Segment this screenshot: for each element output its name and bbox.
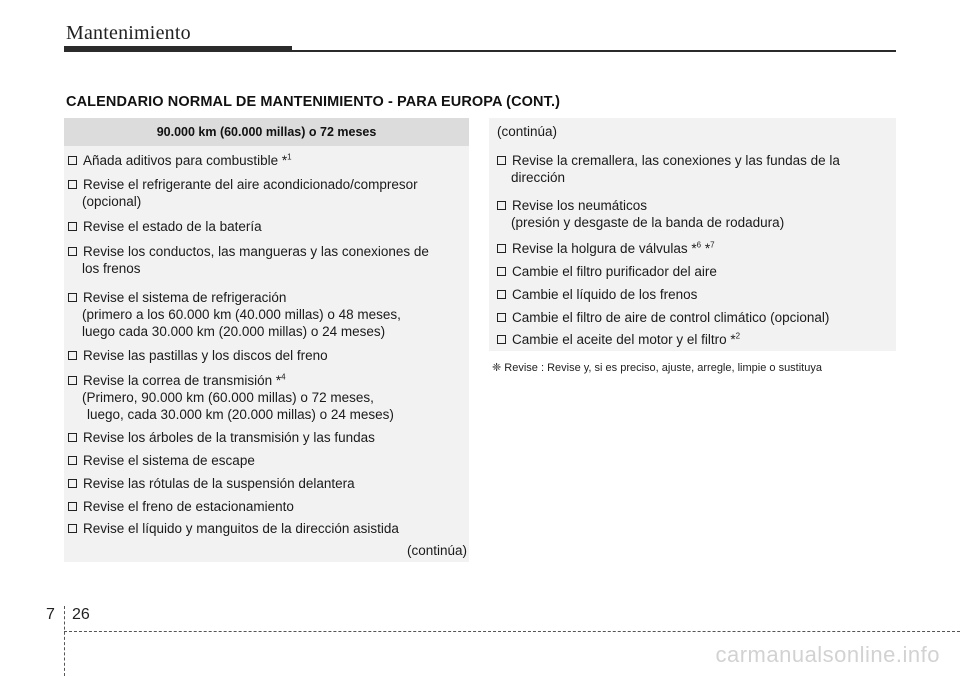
item-text: Revise los conductos, las mangueras y las conexiones de (83, 244, 429, 259)
checklist-item (68, 520, 468, 537)
item-text: Cambie el líquido de los frenos (512, 287, 698, 302)
checkbox-icon (497, 156, 506, 165)
checkbox-icon (497, 244, 506, 253)
checklist-item (68, 218, 468, 235)
item-text: Revise el estado de la batería (83, 219, 262, 234)
footnote: ❈ Revise : Revise y, si es preciso, ajuste, arregle, limpie o sustituya (492, 362, 822, 374)
item-text-cont: (opcional) (82, 194, 142, 209)
checkbox-icon (68, 376, 77, 385)
interval-heading: 90.000 km (60.000 millas) o 72 meses (64, 118, 469, 146)
checkbox-icon (68, 456, 77, 465)
checkbox-icon (497, 201, 506, 210)
chapter-number: 7 (46, 606, 55, 623)
item-text: Revise los neumáticos (512, 198, 648, 213)
item-text: Revise el sistema de refrigeración (83, 290, 287, 305)
checkbox-icon (68, 479, 77, 488)
checklist-item (497, 286, 893, 303)
item-text: Cambie el aceite del motor y el filtro * (512, 332, 736, 347)
checkbox-icon (68, 293, 77, 302)
item-text-cont: (primero a los 60.000 km (40.000 millas) o 48 meses, (82, 307, 401, 322)
checklist-item (497, 197, 893, 231)
checkbox-icon (68, 247, 77, 256)
checkbox-icon (497, 290, 506, 299)
item-text: Revise el refrigerante del aire acondicionado/compresor (83, 177, 418, 192)
header-rule-thick (64, 46, 292, 52)
checklist-item (68, 452, 468, 469)
checkbox-icon (497, 313, 506, 322)
checkbox-icon (68, 502, 77, 511)
item-text: Revise las rótulas de la suspensión delantera (83, 476, 355, 491)
checkbox-icon (68, 351, 77, 360)
continued-label: (continúa) (406, 543, 467, 558)
header-rule-thin (292, 50, 896, 52)
checkbox-icon (497, 335, 506, 344)
footnote-ref: 6 (696, 240, 702, 250)
item-text: Revise el freno de estacionamiento (83, 499, 294, 514)
item-text-cont: dirección (511, 170, 566, 185)
item-text: Revise el líquido y manguitos de la dirección asistida (83, 521, 399, 536)
item-text: Revise la holgura de válvulas * (512, 241, 697, 256)
item-text: Cambie el filtro purificador del aire (512, 264, 717, 279)
item-text: Añada aditivos para combustible * (83, 153, 288, 168)
item-text: * (701, 241, 711, 256)
maintenance-table-left (64, 118, 469, 562)
checkbox-icon (497, 267, 506, 276)
chapter-title: Mantenimiento (66, 22, 191, 44)
checklist-item (68, 372, 468, 423)
checklist-item (68, 498, 468, 515)
checklist-item (68, 347, 468, 364)
checklist-item (497, 240, 893, 257)
checklist-item (68, 289, 468, 340)
maintenance-table-right (489, 118, 896, 351)
item-text-cont: luego cada 30.000 km (20.000 millas) o 24 meses) (82, 324, 386, 339)
item-text: Revise la cremallera, las conexiones y las fundas de la (512, 153, 840, 168)
footnote-ref: 1 (287, 152, 292, 162)
checkbox-icon (68, 180, 77, 189)
item-text: Revise las pastillas y los discos del freno (83, 348, 328, 363)
checklist-item (497, 331, 893, 348)
checklist-item (68, 475, 468, 492)
checklist-item (68, 176, 468, 210)
checklist-item (68, 152, 468, 169)
section-title: CALENDARIO NORMAL DE MANTENIMIENTO - PARA EUROPA (CONT.) (66, 94, 561, 110)
item-text-cont: los frenos (82, 261, 141, 276)
footer-divider (64, 606, 65, 676)
item-text: Cambie el filtro de aire de control climático (opcional) (512, 310, 830, 325)
checkbox-icon (68, 156, 77, 165)
footnote-ref: 2 (735, 331, 741, 341)
checklist-item (497, 309, 893, 326)
checklist-item (68, 429, 468, 446)
continued-label: (continúa) (497, 124, 558, 139)
item-text: Revise los árboles de la transmisión y las fundas (83, 430, 375, 445)
footer-rule (64, 631, 960, 632)
watermark: carmanualsonline.info (715, 642, 940, 667)
item-text-cont: luego, cada 30.000 km (20.000 millas) o 24 meses) (87, 407, 394, 422)
page-number: 26 (72, 606, 90, 623)
footnote-ref: 7 (710, 240, 715, 250)
item-text: Revise el sistema de escape (83, 453, 255, 468)
checkbox-icon (68, 524, 77, 533)
item-text: Revise la correa de transmisión * (83, 373, 282, 388)
checklist-item (497, 263, 893, 280)
checkbox-icon (68, 433, 77, 442)
checklist-item (68, 243, 468, 277)
item-text-cont: (Primero, 90.000 km (60.000 millas) o 72 meses, (82, 390, 374, 405)
checklist-item (497, 152, 893, 186)
footnote-ref: 4 (281, 372, 286, 382)
item-text-cont: (presión y desgaste de la banda de rodadura) (511, 215, 785, 230)
checkbox-icon (68, 222, 77, 231)
